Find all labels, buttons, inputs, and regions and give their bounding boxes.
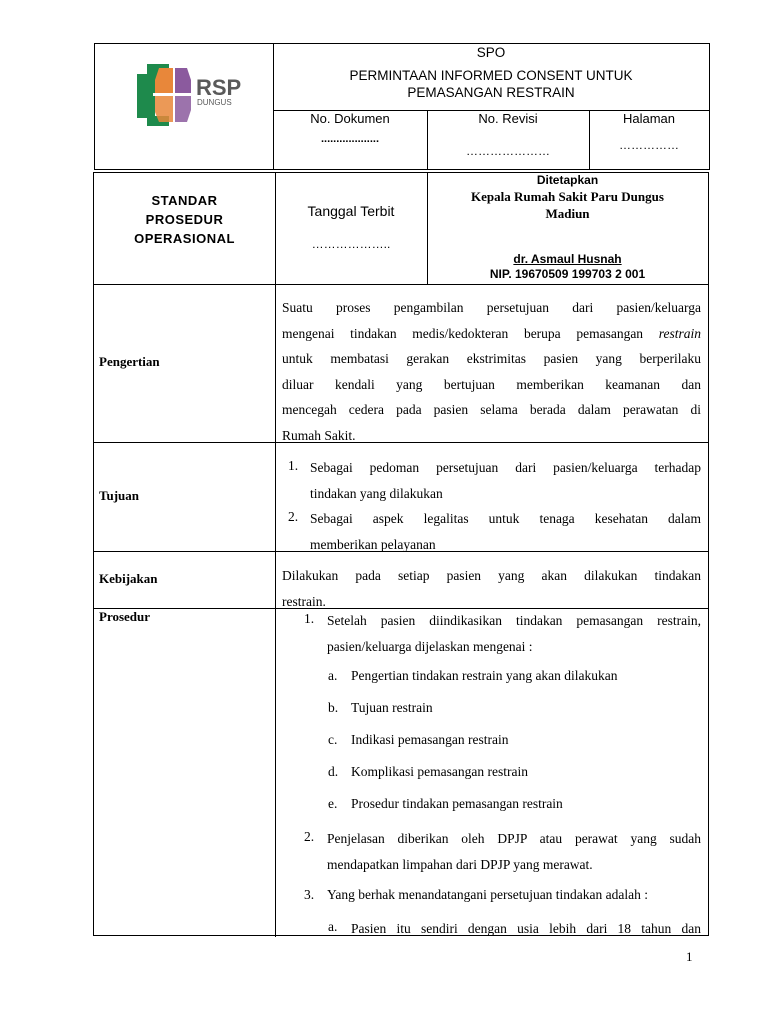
no-revisi-value: ………………… — [466, 144, 550, 158]
signer-nip: NIP. 19670509 199703 2 001 — [489, 267, 646, 281]
pengertian-label: Pengertian — [99, 354, 160, 369]
kebijakan-line: Dilakukan pada setiap pasien yang akan dilakukan tindakan — [282, 568, 701, 583]
pengertian-line: Suatu proses pengambilan persetujuan dari pasien/keluarga — [282, 300, 701, 315]
tanggal-terbit-value: ……………….. — [311, 237, 391, 251]
logo-text: RSP — [196, 75, 242, 100]
page-number: 1 — [686, 949, 693, 964]
prosedur-sub-3a — [351, 916, 701, 942]
kepala-line2: Madiun — [545, 206, 590, 221]
tujuan-item-line: memberikan pelayanan — [310, 536, 436, 552]
standar-line3: OPERASIONAL — [134, 231, 235, 246]
tujuan-item-num: 1. — [288, 458, 299, 473]
kebijakan-line: restrain. — [282, 593, 326, 609]
header-divider — [273, 44, 274, 169]
content-table — [93, 172, 709, 936]
prosedur-sub-letter: c. — [328, 732, 338, 747]
prosedur-item-line: pasien/keluarga dijelaskan mengenai : — [327, 638, 533, 654]
prosedur-sub-text: Indikasi pemasangan restrain — [351, 732, 509, 747]
pengertian-line — [282, 321, 701, 347]
prosedur-sub-text: Prosedur tindakan pemasangan restrain — [351, 796, 563, 811]
pengertian-line-text: mengenai tindakan medis/kedokteran berupa pemasangan — [282, 325, 644, 341]
doc-title-line1: PERMINTAAN INFORMED CONSENT UNTUK — [349, 68, 633, 83]
tujuan-item-line: Sebagai pedoman persetujuan dari pasien/keluarga terhadap — [310, 460, 701, 475]
tujuan-label: Tujuan — [99, 488, 139, 503]
prosedur-sub-letter: a. — [328, 919, 338, 934]
prosedur-label: Prosedur — [99, 609, 151, 624]
pengertian-text — [282, 295, 701, 449]
prosedur-sub-text: Komplikasi pemasangan restrain — [351, 764, 528, 779]
prosedur-sub-text: Pengertian tindakan restrain yang akan dilakukan — [351, 668, 618, 683]
prosedur-item-num: 3. — [304, 887, 315, 902]
pengertian-italic: restrain — [658, 325, 701, 341]
tujuan-item-line: Sebagai aspek legalitas untuk tenaga kesehatan dalam — [310, 511, 701, 526]
prosedur-item-1 — [327, 608, 701, 659]
pengertian-line: untuk membatasi gerakan ekstrimitas pasien yang berperilaku — [282, 351, 701, 367]
tanggal-terbit-label: Tanggal Terbit — [307, 203, 395, 219]
halaman-value: …………… — [619, 138, 679, 152]
pengertian-line: diluar kendali yang bertujuan memberikan keamanan dan — [282, 376, 701, 392]
prosedur-sub-line: Pasien itu sendiri dengan usia lebih dari 18 tahun dan — [351, 921, 701, 936]
pengertian-line: mencegah cedera pada pasien selama berada dalam perawatan di — [282, 402, 701, 418]
prosedur-sub-letter: b. — [328, 700, 339, 715]
doc-type: SPO — [476, 45, 506, 60]
prosedur-item-line: Setelah pasien diindikasikan tindakan pemasangan restrain, — [327, 613, 701, 628]
no-revisi-label: No. Revisi — [478, 111, 538, 126]
prosedur-sub-letter: a. — [328, 668, 338, 683]
tujuan-item — [310, 506, 701, 557]
tujuan-item-num: 2. — [288, 509, 299, 524]
tujuan-item-line: tindakan yang dilakukan — [310, 485, 443, 501]
standar-line1: STANDAR — [151, 193, 218, 208]
no-dokumen-value: ................... — [320, 133, 380, 145]
no-dokumen-label: No. Dokumen — [310, 111, 390, 126]
standar-line2: PROSEDUR — [145, 212, 224, 227]
prosedur-item-line: mendapatkan limpahan dari DPJP yang merawat. — [327, 856, 593, 872]
prosedur-item-line: Penjelasan diberikan oleh DPJP atau perawat yang sudah — [327, 831, 701, 846]
tujuan-item — [310, 455, 701, 506]
prosedur-item-3: Yang berhak menandatangani persetujuan tindakan adalah : — [327, 887, 649, 902]
prosedur-item-num: 1. — [304, 611, 315, 626]
kepala-line1: Kepala Rumah Sakit Paru Dungus — [471, 189, 664, 204]
prosedur-sub-letter: d. — [328, 764, 339, 779]
header-table — [94, 43, 710, 170]
column-divider — [275, 173, 276, 937]
prosedur-sub-letter: e. — [328, 796, 338, 811]
signer-name: dr. Asmaul Husnah — [513, 252, 622, 266]
prosedur-item-num: 2. — [304, 829, 315, 844]
logo-subtext: DUNGUS — [197, 98, 232, 107]
ditetapkan-label: Ditetapkan — [536, 173, 599, 187]
kebijakan-text — [282, 563, 701, 614]
prosedur-sub-text: Tujuan restrain — [351, 700, 433, 715]
halaman-label: Halaman — [622, 111, 676, 126]
row-divider — [94, 284, 708, 285]
prosedur-item-2 — [327, 826, 701, 877]
kebijakan-label: Kebijakan — [99, 571, 158, 586]
pengertian-line: Rumah Sakit. — [282, 427, 356, 443]
doc-title-line2: PEMASANGAN RESTRAIN — [407, 85, 575, 100]
hospital-logo — [133, 60, 243, 130]
